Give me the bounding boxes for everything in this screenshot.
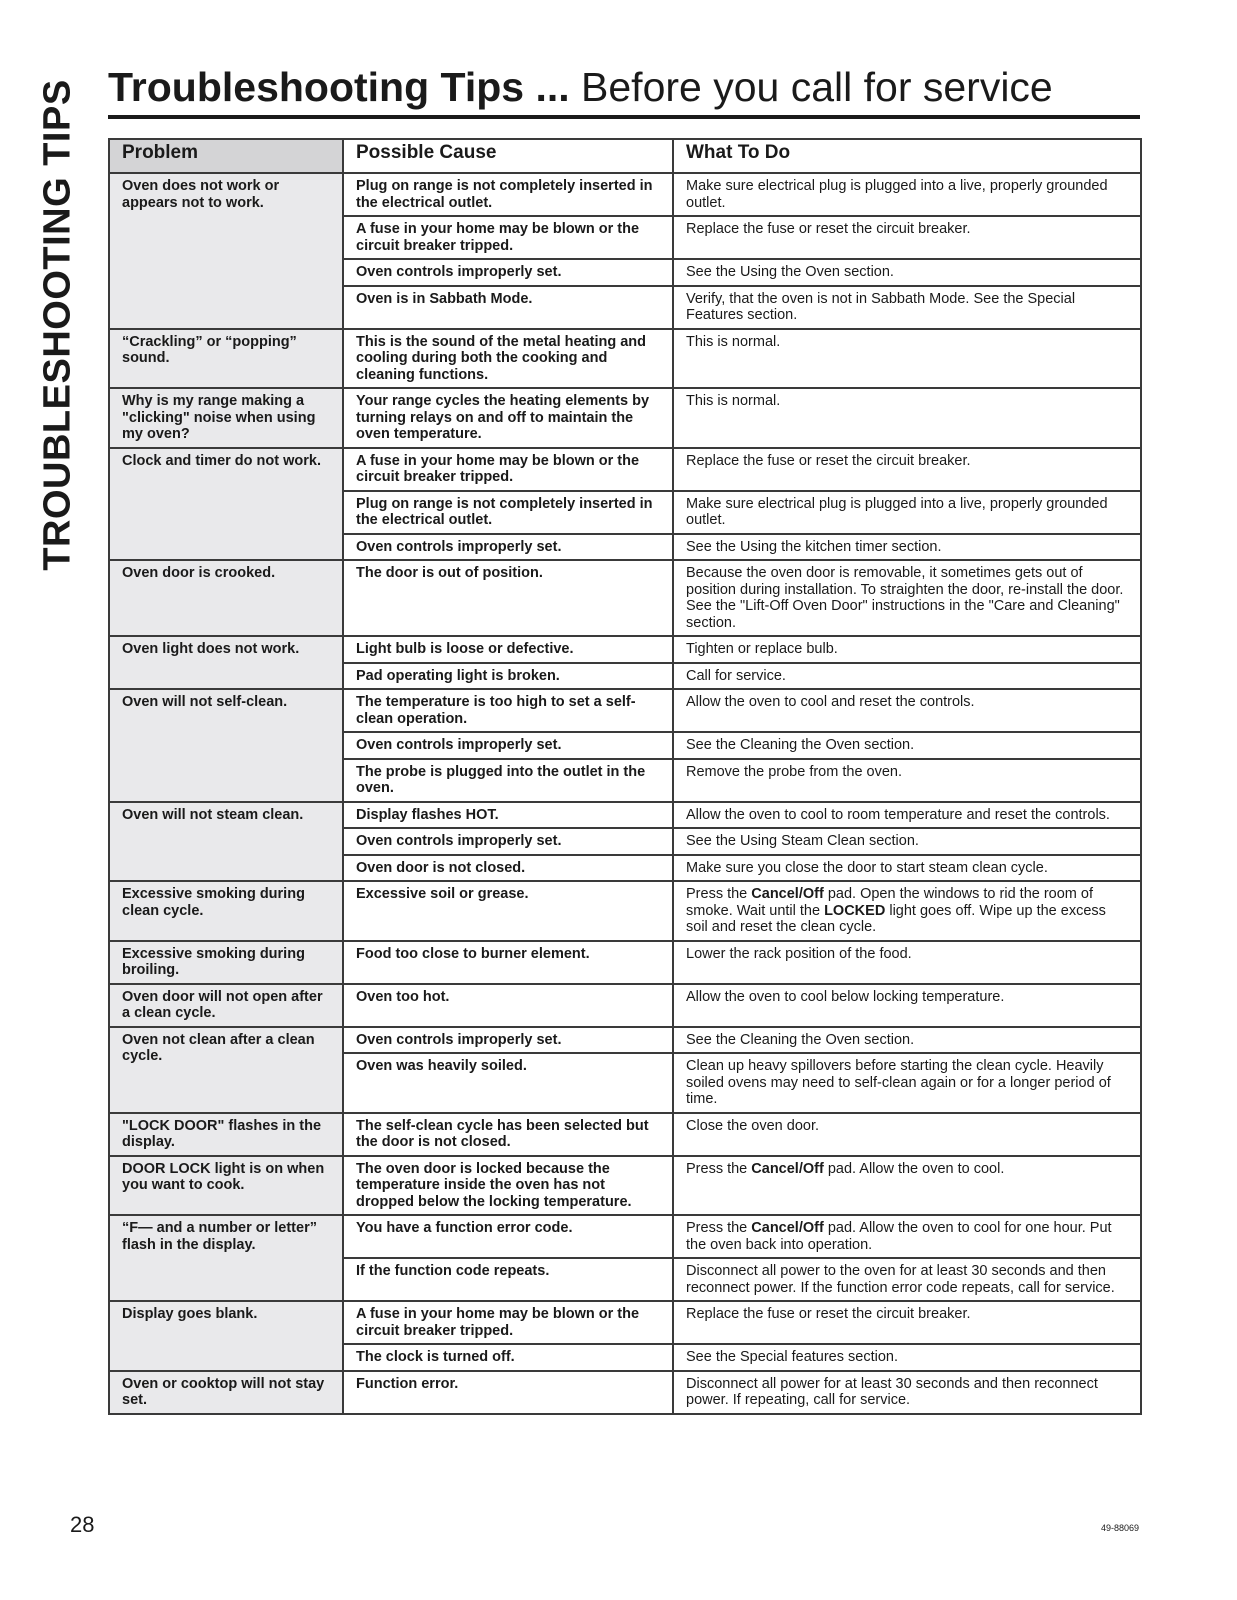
todo-cell [673, 732, 1141, 759]
table-row [109, 636, 1141, 663]
cause-cell: Display flashes HOT. [343, 802, 673, 829]
table-row [109, 941, 1141, 984]
problem-cell: Excessive smoking during clean cycle. [109, 881, 343, 941]
todo-text: Make sure electrical plug is plugged into a live, properly grounded outlet. [686, 495, 1108, 528]
problem-cell: Excessive smoking during broiling. [109, 941, 343, 984]
todo-text: Clean up heavy spillovers before starting the clean cycle. Heavily soiled ovens may need to self-clean again or for a longer period of time. [686, 1058, 1111, 1107]
todo-text: Press the [686, 886, 752, 902]
todo-text: Tighten or replace bulb. [686, 641, 838, 657]
cause-cell: If the function code repeats. [343, 1258, 673, 1301]
todo-text: Disconnect all power for at least 30 seconds and then reconnect power. If repeating, call for service. [686, 1375, 1098, 1408]
todo-cell [673, 1344, 1141, 1371]
table-header-row [109, 139, 1141, 173]
todo-cell [673, 855, 1141, 882]
problem-cell: DOOR LOCK light is on when you want to cook. [109, 1156, 343, 1216]
todo-text: pad. Allow the oven to cool for one hour. Put the oven back into operation. [686, 1220, 1112, 1253]
todo-cell [673, 984, 1141, 1027]
table-row [109, 1215, 1141, 1258]
table-row [109, 802, 1141, 829]
page-header [108, 62, 1140, 112]
cause-cell: Light bulb is loose or defective. [343, 636, 673, 663]
cause-cell: A fuse in your home may be blown or the circuit breaker tripped. [343, 216, 673, 259]
todo-text: Replace the fuse or reset the circuit breaker. [686, 1306, 971, 1322]
table-row [109, 560, 1141, 636]
problem-cell: Oven will not self-clean. [109, 689, 343, 802]
cause-cell: A fuse in your home may be blown or the circuit breaker tripped. [343, 1301, 673, 1344]
todo-cell [673, 759, 1141, 802]
problem-cell: Oven door is crooked. [109, 560, 343, 636]
cause-cell: Oven controls improperly set. [343, 534, 673, 561]
table-row [109, 689, 1141, 732]
problem-cell: “F— and a number or letter” flash in the display. [109, 1215, 343, 1301]
cause-cell: Oven controls improperly set. [343, 828, 673, 855]
todo-cell [673, 1371, 1141, 1414]
page-number: 28 [70, 1512, 95, 1537]
todo-cell [673, 636, 1141, 663]
todo-emphasis: LOCKED [824, 902, 886, 919]
todo-text: See the Using the kitchen timer section. [686, 538, 942, 555]
side-tab-label: TROUBLESHOOTING TIPS [36, 79, 79, 571]
todo-text: Make sure you close the door to start steam clean cycle. [686, 859, 1048, 876]
table-row [109, 329, 1141, 389]
cause-cell: You have a function error code. [343, 1215, 673, 1258]
cause-cell: The oven door is locked because the temperature inside the oven has not dropped below the locking temperature. [343, 1156, 673, 1216]
todo-cell [673, 329, 1141, 389]
todo-cell [673, 1053, 1141, 1113]
todo-text: pad. Allow the oven to cool. [823, 1160, 1005, 1177]
table-row [109, 984, 1141, 1027]
cause-cell: Pad operating light is broken. [343, 663, 673, 690]
todo-text: Lower the rack position of the food. [686, 945, 912, 962]
todo-text: Verify, that the oven is not in Sabbath Mode. See the Special Features section. [686, 290, 1076, 323]
todo-emphasis: Cancel/Off [751, 1160, 824, 1177]
todo-cell [673, 663, 1141, 690]
todo-cell [673, 216, 1141, 259]
todo-text: See the Using the Oven section. [686, 264, 894, 280]
column-header-problem: Problem [109, 139, 343, 173]
todo-text: Close the oven door. [686, 1117, 820, 1134]
todo-cell [673, 534, 1141, 561]
cause-cell: The temperature is too high to set a self-clean operation. [343, 689, 673, 732]
todo-text: This is normal. [686, 333, 781, 350]
todo-emphasis: Cancel/Off [751, 886, 824, 902]
cause-cell: A fuse in your home may be blown or the circuit breaker tripped. [343, 448, 673, 491]
todo-cell [673, 560, 1141, 636]
todo-cell [673, 1258, 1141, 1301]
todo-text: See the Using Steam Clean section. [686, 833, 919, 849]
cause-cell: The door is out of position. [343, 560, 673, 636]
todo-cell [673, 259, 1141, 286]
todo-cell [673, 1027, 1141, 1054]
todo-cell [673, 828, 1141, 855]
table-row [109, 448, 1141, 491]
todo-cell [673, 1215, 1141, 1258]
todo-text: Allow the oven to cool below locking temperature. [686, 988, 1005, 1005]
todo-text: Press the [686, 1220, 752, 1236]
problem-cell: Oven door will not open after a clean cycle. [109, 984, 343, 1027]
todo-text: See the Cleaning the Oven section. [686, 737, 915, 753]
problem-cell: "LOCK DOOR" flashes in the display. [109, 1113, 343, 1156]
cause-cell: Your range cycles the heating elements by turning relays on and off to maintain the oven temperature. [343, 388, 673, 448]
problem-cell: Oven does not work or appears not to work. [109, 173, 343, 329]
todo-text: See the Cleaning the Oven section. [686, 1031, 915, 1048]
table-row [109, 173, 1141, 216]
todo-text: Call for service. [686, 667, 786, 684]
todo-text: Disconnect all power to the oven for at least 30 seconds and then reconnect power. If the function error code repeats, call for service. [686, 1263, 1115, 1296]
cause-cell: Oven is in Sabbath Mode. [343, 286, 673, 329]
cause-cell: The self-clean cycle has been selected but the door is not closed. [343, 1113, 673, 1156]
todo-text: Allow the oven to cool to room temperature and reset the controls. [686, 806, 1110, 823]
todo-cell [673, 689, 1141, 732]
cause-cell: Food too close to burner element. [343, 941, 673, 984]
table-row [109, 388, 1141, 448]
cause-cell: Plug on range is not completely inserted in the electrical outlet. [343, 173, 673, 216]
todo-text: See the Special features section. [686, 1349, 898, 1365]
todo-cell [673, 941, 1141, 984]
problem-cell: Oven not clean after a clean cycle. [109, 1027, 343, 1113]
todo-text: Replace the fuse or reset the circuit breaker. [686, 452, 971, 469]
table-row [109, 1027, 1141, 1054]
problem-cell: Why is my range making a "clicking" noise when using my oven? [109, 388, 343, 448]
cause-cell: Oven too hot. [343, 984, 673, 1027]
todo-text: Make sure electrical plug is plugged into a live, properly grounded outlet. [686, 178, 1108, 211]
title-light: Before you call for service [569, 64, 1053, 110]
cause-cell: Oven controls improperly set. [343, 259, 673, 286]
cause-cell: The clock is turned off. [343, 1344, 673, 1371]
todo-emphasis: Cancel/Off [751, 1220, 824, 1236]
table-row [109, 881, 1141, 941]
todo-cell [673, 1301, 1141, 1344]
cause-cell: Excessive soil or grease. [343, 881, 673, 941]
problem-cell: Oven will not steam clean. [109, 802, 343, 882]
table-row [109, 1156, 1141, 1216]
todo-cell [673, 173, 1141, 216]
todo-text: Remove the probe from the oven. [686, 763, 903, 780]
todo-cell [673, 881, 1141, 941]
todo-text: Press the [686, 1160, 752, 1177]
title-bold: Troubleshooting Tips ... [108, 64, 570, 110]
todo-cell [673, 802, 1141, 829]
table-row [109, 1301, 1141, 1344]
todo-cell [673, 1156, 1141, 1216]
table-body [109, 173, 1141, 1414]
todo-text: This is normal. [686, 393, 781, 409]
column-header-todo: What To Do [673, 139, 1141, 173]
todo-text: Replace the fuse or reset the circuit breaker. [686, 221, 971, 237]
todo-cell [673, 388, 1141, 448]
troubleshooting-table [108, 138, 1142, 1415]
todo-text: Because the oven door is removable, it sometimes gets out of position during installation. To straighten the door, re-install the door. See the "Lift-Off Oven Door" instructions in the "Care and Cleaning" section. [686, 565, 1124, 631]
todo-cell [673, 286, 1141, 329]
todo-text: light goes off. Wipe up the excess soil and reset the clean cycle. [686, 902, 1106, 935]
cause-cell: Function error. [343, 1371, 673, 1414]
cause-cell: Plug on range is not completely inserted in the electrical outlet. [343, 491, 673, 534]
problem-cell: Oven light does not work. [109, 636, 343, 689]
table-row [109, 1371, 1141, 1414]
problem-cell: “Crackling” or “popping” sound. [109, 329, 343, 389]
problem-cell: Oven or cooktop will not stay set. [109, 1371, 343, 1414]
column-header-cause: Possible Cause [343, 139, 673, 173]
todo-cell [673, 491, 1141, 534]
page-title [108, 62, 1140, 112]
todo-text: Allow the oven to cool and reset the controls. [686, 694, 975, 710]
todo-text: pad. Open the windows to rid the room of smoke. Wait until the [686, 886, 1094, 919]
cause-cell: Oven was heavily soiled. [343, 1053, 673, 1113]
todo-cell [673, 1113, 1141, 1156]
problem-cell: Display goes blank. [109, 1301, 343, 1371]
title-rule [108, 115, 1140, 119]
cause-cell: The probe is plugged into the outlet in the oven. [343, 759, 673, 802]
cause-cell: Oven controls improperly set. [343, 1027, 673, 1054]
document-code: 49-88069 [1100, 1523, 1139, 1533]
cause-cell: Oven controls improperly set. [343, 732, 673, 759]
table-row [109, 1113, 1141, 1156]
problem-cell: Clock and timer do not work. [109, 448, 343, 561]
cause-cell: This is the sound of the metal heating and cooling during both the cooking and cleaning functions. [343, 329, 673, 389]
side-section-tab [30, 55, 86, 595]
todo-cell [673, 448, 1141, 491]
cause-cell: Oven door is not closed. [343, 855, 673, 882]
